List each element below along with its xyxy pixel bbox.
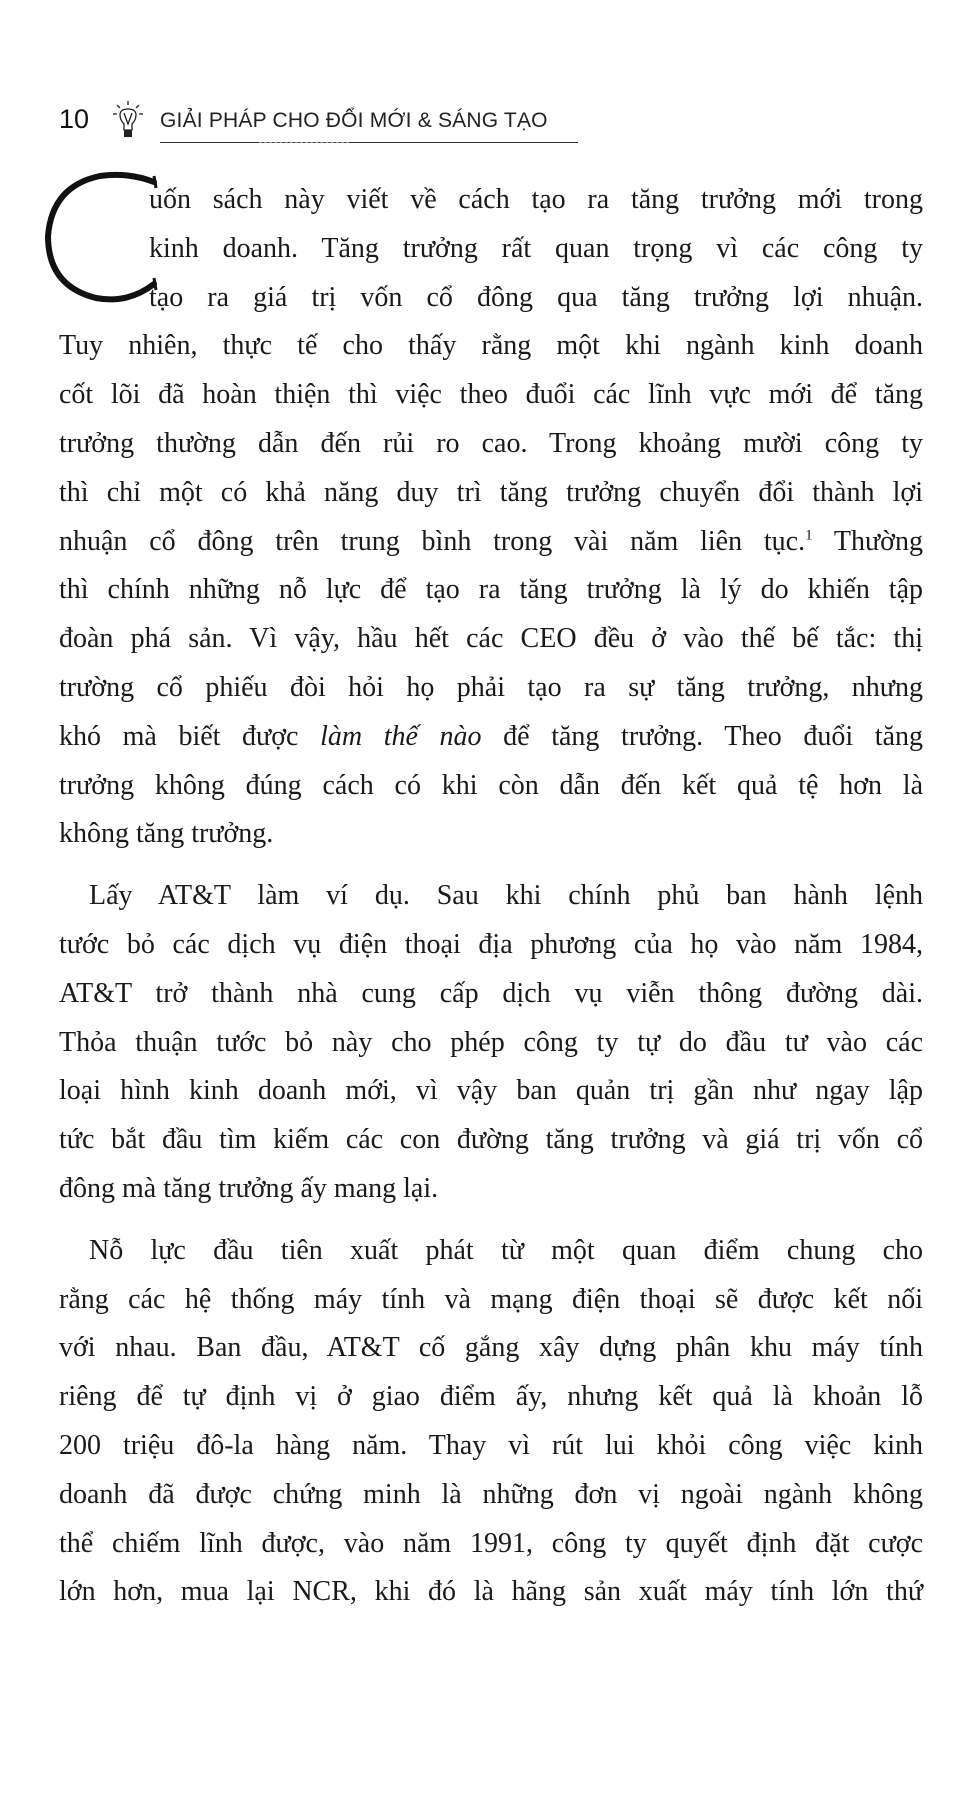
text-line (59, 810, 923, 859)
text-segment: thể chiếm lĩnh được, vào năm 1991, công ty quyết định đặt cược (59, 1527, 923, 1559)
text-line (59, 664, 923, 713)
text-line (59, 1471, 923, 1520)
text-segment: trường cổ phiếu đòi hỏi họ phải tạo ra sự tăng trưởng, nhưng (59, 671, 923, 703)
text-line (59, 518, 923, 567)
text-segment: rằng các hệ thống máy tính và mạng điện thoại sẽ được kết nối (59, 1283, 923, 1315)
text-line (59, 872, 923, 921)
text-segment: tước bỏ các dịch vụ điện thoại địa phương của họ vào năm 1984, (59, 928, 923, 960)
text-line (59, 921, 923, 970)
text-line (59, 1276, 923, 1325)
text-segment: uốn sách này viết về cách tạo ra tăng trưởng mới trong (149, 184, 923, 215)
text-segment: không tăng trưởng. (59, 818, 274, 850)
body-text (59, 176, 923, 1617)
header-rule-faded (259, 142, 349, 143)
book-title: GIẢI PHÁP CHO ĐỔI MỚI & SÁNG TẠO (160, 109, 548, 132)
text-segment: kinh doanh. Tăng trưởng rất quan trọng vì các công ty (149, 232, 923, 264)
text-line (59, 762, 923, 811)
text-line (59, 1019, 923, 1068)
paragraph (59, 1227, 923, 1617)
running-header (59, 100, 579, 144)
text-line (59, 322, 923, 371)
text-segment: lớn hơn, mua lại NCR, khi đó là hãng sản xuất máy tính lớn thứ (59, 1576, 923, 1608)
text-segment: đông mà tăng trưởng ấy mang lại. (59, 1172, 439, 1204)
text-line (59, 1227, 923, 1276)
text-segment: Lấy AT&T làm ví dụ. Sau khi chính phủ ban hành lệnh (89, 880, 923, 912)
text-segment: tạo ra giá trị vốn cổ đông qua tăng trưởng lợi nhuận. (149, 281, 923, 313)
text-segment: Tuy nhiên, thực tế cho thấy rằng một khi ngành kinh doanh (59, 330, 923, 362)
text-line (59, 1373, 923, 1422)
text-segment: để tăng trưởng. Theo đuổi tăng (481, 720, 923, 752)
text-segment: Thỏa thuận tước bỏ này cho phép công ty tự do đầu tư vào các (59, 1026, 923, 1058)
text-line (59, 970, 923, 1019)
text-line (59, 1568, 923, 1617)
paragraph (59, 872, 923, 1214)
text-segment: thì chính những nỗ lực để tạo ra tăng trưởng là lý do khiến tập (59, 574, 923, 606)
text-segment: loại hình kinh doanh mới, vì vậy ban quản trị gần như ngay lập (59, 1075, 923, 1107)
text-line (59, 1422, 923, 1471)
text-line (59, 274, 923, 323)
text-line (59, 371, 923, 420)
text-line (59, 615, 923, 664)
text-line (59, 225, 923, 274)
text-segment: AT&T trở thành nhà cung cấp dịch vụ viễn thông đường dài. (59, 977, 923, 1009)
text-line (59, 1520, 923, 1569)
paragraph-gap (59, 859, 923, 872)
text-line (59, 566, 923, 615)
text-line (59, 1116, 923, 1165)
text-segment: Thường (812, 525, 923, 557)
text-line (59, 176, 923, 225)
paragraph-gap (59, 1214, 923, 1227)
text-segment: khó mà biết được (59, 720, 321, 752)
text-segment: tức bắt đầu tìm kiếm các con đường tăng trưởng và giá trị vốn cổ (59, 1124, 923, 1156)
text-line (59, 1324, 923, 1373)
text-line (59, 469, 923, 518)
footnote-marker: 1 (805, 527, 813, 544)
text-segment: thì chỉ một có khả năng duy trì tăng trưởng chuyển đổi thành lợi (59, 476, 923, 508)
text-segment: riêng để tự định vị ở giao điểm ấy, nhưng kết quả là khoản lỗ (59, 1381, 923, 1413)
text-segment: trưởng thường dẫn đến rủi ro cao. Trong khoảng mười công ty (59, 427, 923, 459)
text-line (59, 1067, 923, 1116)
text-segment: 200 triệu đô-la hàng năm. Thay vì rút lui khỏi công việc kinh (59, 1429, 923, 1461)
text-segment: đoàn phá sản. Vì vậy, hầu hết các CEO đều ở vào thế bế tắc: thị (59, 623, 923, 655)
text-line (59, 1165, 923, 1214)
text-segment: cốt lõi đã hoàn thiện thì việc theo đuổi các lĩnh vực mới để tăng (59, 379, 923, 411)
lightbulb-icon (111, 100, 145, 140)
text-segment: doanh đã được chứng minh là những đơn vị ngoài ngành không (59, 1478, 923, 1510)
text-line (59, 420, 923, 469)
text-line (59, 713, 923, 762)
header-rule (160, 142, 578, 143)
text-segment: nhuận cổ đông trên trung bình trong vài năm liên tục. (59, 525, 806, 557)
italic-text: làm thế nào (320, 720, 482, 752)
text-segment: Nỗ lực đầu tiên xuất phát từ một quan điểm chung cho (89, 1234, 923, 1266)
text-segment: trưởng không đúng cách có khi còn dẫn đến kết quả tệ hơn là (59, 769, 923, 801)
page-number: 10 (59, 104, 90, 134)
paragraph (59, 176, 923, 859)
text-segment: với nhau. Ban đầu, AT&T cố gắng xây dựng phân khu máy tính (59, 1332, 923, 1364)
